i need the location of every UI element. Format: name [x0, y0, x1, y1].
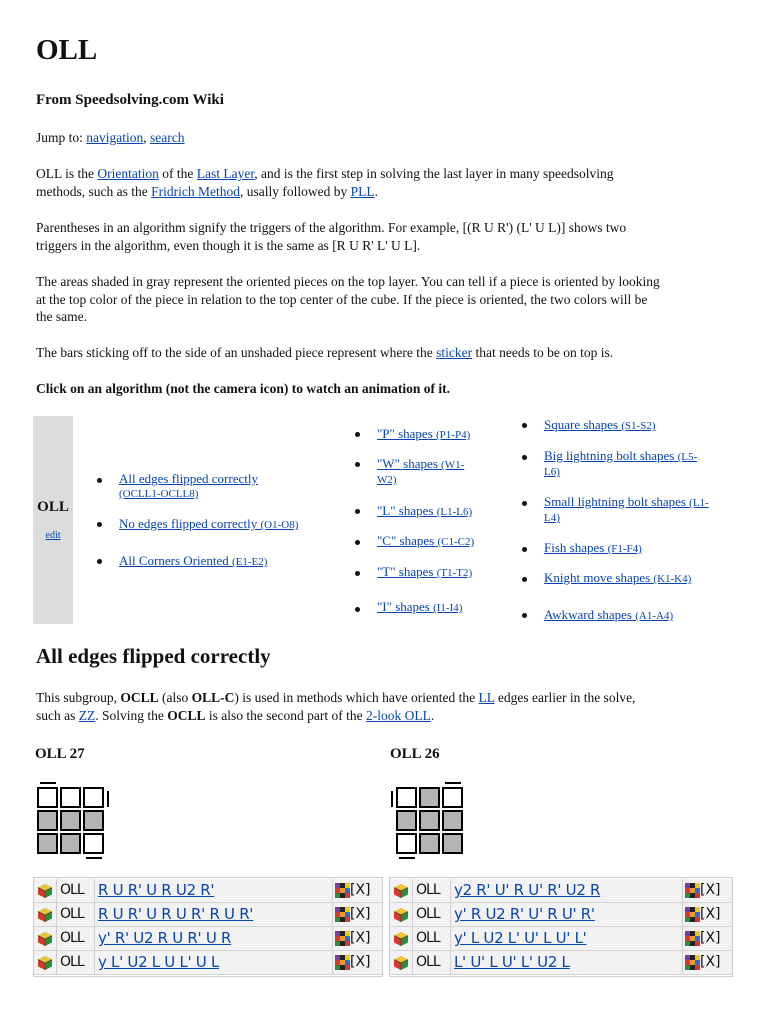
- algorithm-row: [34, 951, 382, 975]
- case-title-oll27: OLL 27: [35, 746, 85, 762]
- algorithm-link[interactable]: y L' U2 L U L' U L: [98, 953, 220, 971]
- cell-divider: [332, 927, 333, 951]
- cube-icon: [394, 932, 408, 946]
- nav-link-knight-move[interactable]: [544, 571, 734, 586]
- page-subtitle: From Speedsolving.com Wiki: [36, 92, 224, 108]
- text: such as: [36, 707, 79, 723]
- algorithm-link[interactable]: y' R' U2 R U R' U R: [98, 929, 232, 947]
- sticker-cell: [442, 810, 463, 831]
- sticker-cell: [442, 787, 463, 808]
- section-heading: All edges flipped correctly: [36, 644, 271, 668]
- algorithm-row: [390, 951, 732, 975]
- cell-divider: [56, 879, 57, 903]
- nav-link-label[interactable]: "T" shapes: [377, 564, 437, 579]
- algorithm-row: [34, 927, 382, 951]
- sticker-cell: [396, 810, 417, 831]
- cell-divider: [412, 903, 413, 927]
- remove-button[interactable]: [X]: [350, 954, 371, 970]
- algorithm-link[interactable]: y' R U2 R' U' R U' R': [454, 905, 595, 923]
- nav-link-small-lightning[interactable]: [544, 495, 738, 525]
- bullet: [97, 522, 102, 527]
- nav-link-range[interactable]: (C1-C2): [437, 536, 475, 548]
- bullet: [97, 559, 102, 564]
- orientation-bar: [399, 857, 415, 859]
- camera-icon[interactable]: [685, 931, 700, 946]
- nav-link-label[interactable]: All edges flipped correctly: [119, 471, 258, 486]
- bullet: [355, 509, 360, 514]
- text: The bars sticking off to the side of an unshaded piece represent where the: [36, 345, 437, 360]
- algorithm-row: [390, 903, 732, 927]
- oll26-algorithm-table: [389, 877, 733, 977]
- cube-icon: [38, 956, 52, 970]
- nav-link-label[interactable]: Fish shapes: [544, 540, 608, 555]
- cell-divider: [450, 927, 451, 951]
- text: OLL is the: [36, 166, 98, 181]
- cell-divider: [450, 951, 451, 975]
- sticker-cell: [396, 833, 417, 854]
- nav-link-label[interactable]: No edges flipped correctly: [119, 516, 261, 531]
- nav-link-range[interactable]: (K1-K4): [653, 573, 692, 585]
- oll27-algorithm-table: [33, 877, 383, 977]
- text: edges earlier in the solve,: [494, 690, 636, 705]
- nav-link-i-shapes[interactable]: [377, 600, 517, 615]
- camera-icon[interactable]: [335, 931, 350, 946]
- nav-link-all-edges[interactable]: [119, 472, 319, 501]
- nav-box-edit-link[interactable]: edit: [45, 530, 61, 541]
- nav-link-w-shapes[interactable]: [377, 457, 497, 487]
- nav-link-label[interactable]: Big lightning bolt shapes: [544, 448, 678, 463]
- cube-icon: [38, 884, 52, 898]
- row-label: OLL: [416, 954, 440, 970]
- instruction-text: Click on an algorithm (not the camera icon) to watch an animation of it.: [36, 381, 450, 396]
- sticker-cell: [83, 787, 104, 808]
- text: , usally followed by: [239, 183, 351, 199]
- cell-divider: [450, 903, 451, 927]
- text: at the top color of the piece in relation to the top center of the cube. If the piece is oriented, the two colors will be: [36, 291, 648, 307]
- nav-link-range[interactable]: (E1-E2): [232, 556, 268, 568]
- camera-icon[interactable]: [335, 883, 350, 898]
- nav-link-range[interactable]: (T1-T2): [436, 567, 473, 579]
- bullet: [355, 571, 360, 576]
- sticker-cell: [396, 787, 417, 808]
- text: .: [430, 707, 435, 723]
- orientation-bar: [391, 791, 393, 807]
- nav-link-range[interactable]: (L1-: [689, 497, 709, 509]
- text: the same.: [36, 309, 87, 324]
- bullet: [522, 613, 527, 618]
- nav-link-p-shapes[interactable]: [377, 427, 497, 442]
- camera-icon[interactable]: [335, 955, 350, 970]
- remove-button[interactable]: [X]: [350, 882, 371, 898]
- text: ) is used in methods which have oriented the: [234, 690, 479, 705]
- nav-link-label[interactable]: "I" shapes: [377, 599, 434, 614]
- nav-link-awkward[interactable]: [544, 608, 734, 623]
- pll-link[interactable]: PLL: [350, 183, 375, 199]
- bullet: [355, 432, 360, 437]
- cell-divider: [682, 951, 683, 975]
- orientation-bar: [107, 791, 109, 807]
- remove-button[interactable]: [X]: [700, 882, 721, 898]
- cell-divider: [56, 927, 57, 951]
- text: OLL-C: [191, 690, 235, 705]
- intro-paragraph-2: [36, 219, 736, 254]
- bullet: [522, 577, 527, 582]
- sticker-cell: [83, 810, 104, 831]
- sticker-cell: [419, 810, 440, 831]
- nav-link-no-edges[interactable]: [119, 517, 349, 532]
- orientation-link[interactable]: Orientation: [97, 166, 159, 181]
- nav-link-range[interactable]: (P1-P4): [436, 429, 471, 441]
- intro-paragraph-3: [36, 273, 736, 326]
- text: triggers in the algorithm, even though it is the same as [R U R' L' U L].: [36, 237, 421, 253]
- algorithm-row: [390, 879, 732, 903]
- nav-link-range[interactable]: (L1-L6): [436, 506, 473, 518]
- cell-divider: [56, 951, 57, 975]
- nav-link-range[interactable]: (O1-O8): [260, 519, 299, 531]
- nav-link-l-shapes[interactable]: [377, 504, 517, 519]
- algorithm-row: [34, 903, 382, 927]
- nav-link-all-corners[interactable]: [119, 554, 349, 569]
- nav-link-range[interactable]: (I1-I4): [433, 602, 463, 614]
- cell-divider: [94, 879, 95, 903]
- algorithm-row: [34, 879, 382, 903]
- orientation-bar: [40, 782, 56, 784]
- row-label: OLL: [416, 882, 440, 898]
- jump-to-line: [36, 129, 736, 147]
- row-label: OLL: [60, 930, 84, 946]
- camera-icon[interactable]: [685, 907, 700, 922]
- bullet: [522, 423, 527, 428]
- cell-divider: [682, 927, 683, 951]
- algorithm-row: [390, 927, 732, 951]
- text: OCLL: [120, 690, 159, 705]
- nav-box-header: [33, 416, 73, 624]
- camera-icon[interactable]: [335, 907, 350, 922]
- algorithm-link[interactable]: y' L U2 L' U' L U' L': [454, 929, 587, 947]
- nav-link-label[interactable]: All Corners Oriented: [119, 553, 233, 568]
- nav-link-label[interactable]: "P" shapes: [377, 426, 437, 441]
- oll27-diagram: [37, 787, 121, 871]
- bullet: [522, 501, 527, 506]
- orientation-bar: [445, 782, 461, 784]
- cube-icon: [394, 956, 408, 970]
- row-label: OLL: [60, 882, 84, 898]
- cell-divider: [94, 927, 95, 951]
- text: is also the second part of the: [205, 707, 366, 723]
- cell-divider: [332, 879, 333, 903]
- cell-divider: [682, 879, 683, 903]
- sticker-cell: [60, 787, 81, 808]
- zz-link[interactable]: ZZ: [78, 707, 96, 723]
- bullet: [97, 478, 102, 483]
- text: .: [374, 183, 378, 199]
- nav-link-label[interactable]: Awkward shapes: [544, 607, 636, 622]
- jump-separator: ,: [143, 130, 151, 145]
- intro-paragraph-1: [36, 165, 736, 200]
- nav-link-fish-shapes[interactable]: [544, 541, 734, 556]
- bullet: [355, 607, 360, 612]
- nav-link-range[interactable]: (L5-: [677, 451, 698, 463]
- last-layer-link[interactable]: Last Layer: [196, 166, 255, 181]
- sticker-cell: [60, 833, 81, 854]
- text: This subgroup,: [36, 690, 121, 705]
- cell-divider: [94, 903, 95, 927]
- sticker-cell: [442, 833, 463, 854]
- bullet: [522, 455, 527, 460]
- cell-divider: [412, 879, 413, 903]
- bullet: [355, 540, 360, 545]
- nav-link-label[interactable]: Small lightning bolt shapes: [544, 494, 690, 509]
- sticker-cell: [419, 833, 440, 854]
- cell-divider: [56, 903, 57, 927]
- remove-button[interactable]: [X]: [350, 930, 371, 946]
- remove-button[interactable]: [X]: [700, 930, 721, 946]
- row-label: OLL: [60, 954, 84, 970]
- nav-link-label[interactable]: "W" shapes: [377, 456, 442, 471]
- algorithm-link[interactable]: R U R' U R U R' R U R': [98, 905, 254, 923]
- jump-prefix: Jump to:: [36, 130, 87, 145]
- case-title-oll26: OLL 26: [390, 746, 440, 762]
- intro-paragraph-4: [36, 344, 736, 362]
- oll-navigation-box: [33, 416, 739, 624]
- text: OCLL: [167, 707, 206, 723]
- text: . Solving the: [95, 707, 168, 723]
- remove-button[interactable]: [X]: [700, 906, 721, 922]
- nav-link-range[interactable]: (S1-S2): [621, 420, 656, 432]
- cube-icon: [394, 884, 408, 898]
- nav-link-range[interactable]: L4): [544, 512, 560, 524]
- nav-link-square-shapes[interactable]: [544, 418, 734, 433]
- text: that needs to be on top is.: [472, 345, 614, 360]
- sticker-cell: [37, 833, 58, 854]
- remove-button[interactable]: [X]: [350, 906, 371, 922]
- cube-icon: [38, 908, 52, 922]
- sticker-link[interactable]: sticker: [436, 345, 473, 360]
- text: Parentheses in an algorithm signify the triggers of the algorithm. For example, [(R U R') (L' U L)] shows two: [36, 220, 627, 235]
- cell-divider: [682, 903, 683, 927]
- sticker-cell: [419, 787, 440, 808]
- nav-link-label[interactable]: "C" shapes: [377, 533, 438, 548]
- sticker-cell: [37, 787, 58, 808]
- cube-icon: [38, 932, 52, 946]
- sticker-cell: [83, 833, 104, 854]
- row-label: OLL: [60, 906, 84, 922]
- nav-box-title: OLL: [37, 499, 69, 515]
- nav-link-label[interactable]: Knight move shapes: [544, 570, 654, 585]
- camera-icon[interactable]: [685, 883, 700, 898]
- algorithm-link[interactable]: L' U' L U' L' U2 L: [454, 953, 570, 971]
- text: The areas shaded in gray represent the oriented pieces on the top layer. You can tell if a piece is oriented by looking: [36, 274, 660, 289]
- text: of the: [158, 166, 197, 181]
- cell-divider: [332, 951, 333, 975]
- row-label: OLL: [416, 906, 440, 922]
- text: methods, such as the: [36, 183, 152, 199]
- nav-link-label[interactable]: Square shapes: [544, 417, 622, 432]
- cell-divider: [332, 903, 333, 927]
- nav-link-t-shapes[interactable]: [377, 565, 517, 580]
- jump-search-link[interactable]: search: [150, 130, 185, 145]
- nav-link-range[interactable]: (W1-: [441, 459, 465, 471]
- nav-link-range[interactable]: (OCLL1-OCLL8): [119, 488, 199, 500]
- two-look-oll-link[interactable]: 2-look OLL: [366, 707, 431, 723]
- nav-link-range[interactable]: W2): [377, 474, 397, 486]
- camera-icon[interactable]: [685, 955, 700, 970]
- row-label: OLL: [416, 930, 440, 946]
- nav-link-c-shapes[interactable]: [377, 534, 517, 549]
- algorithm-link[interactable]: y2 R' U' R U' R' U2 R: [454, 881, 601, 899]
- cell-divider: [450, 879, 451, 903]
- cell-divider: [412, 951, 413, 975]
- sticker-cell: [60, 810, 81, 831]
- section-paragraph: [36, 689, 736, 724]
- bullet: [355, 462, 360, 467]
- text: (also: [158, 690, 192, 705]
- fridrich-method-link[interactable]: Fridrich Method: [151, 183, 240, 199]
- bullet: [522, 547, 527, 552]
- jump-navigation-link[interactable]: navigation: [86, 130, 144, 145]
- nav-link-range[interactable]: (F1-F4): [607, 543, 642, 555]
- nav-link-range[interactable]: (A1-A4): [635, 610, 674, 622]
- algorithm-link[interactable]: R U R' U R U2 R': [98, 881, 215, 899]
- page-title: OLL: [36, 34, 98, 66]
- oll26-diagram: [396, 787, 480, 871]
- nav-link-range[interactable]: L6): [544, 466, 560, 478]
- cell-divider: [94, 951, 95, 975]
- text: , and is the first step in solving the last layer in many speedsolving: [254, 166, 614, 181]
- sticker-cell: [37, 810, 58, 831]
- cube-icon: [394, 908, 408, 922]
- orientation-bar: [86, 857, 102, 859]
- nav-link-label[interactable]: "L" shapes: [377, 503, 437, 518]
- cell-divider: [412, 927, 413, 951]
- remove-button[interactable]: [X]: [700, 954, 721, 970]
- ll-link[interactable]: LL: [478, 690, 495, 705]
- nav-link-big-lightning[interactable]: [544, 449, 734, 479]
